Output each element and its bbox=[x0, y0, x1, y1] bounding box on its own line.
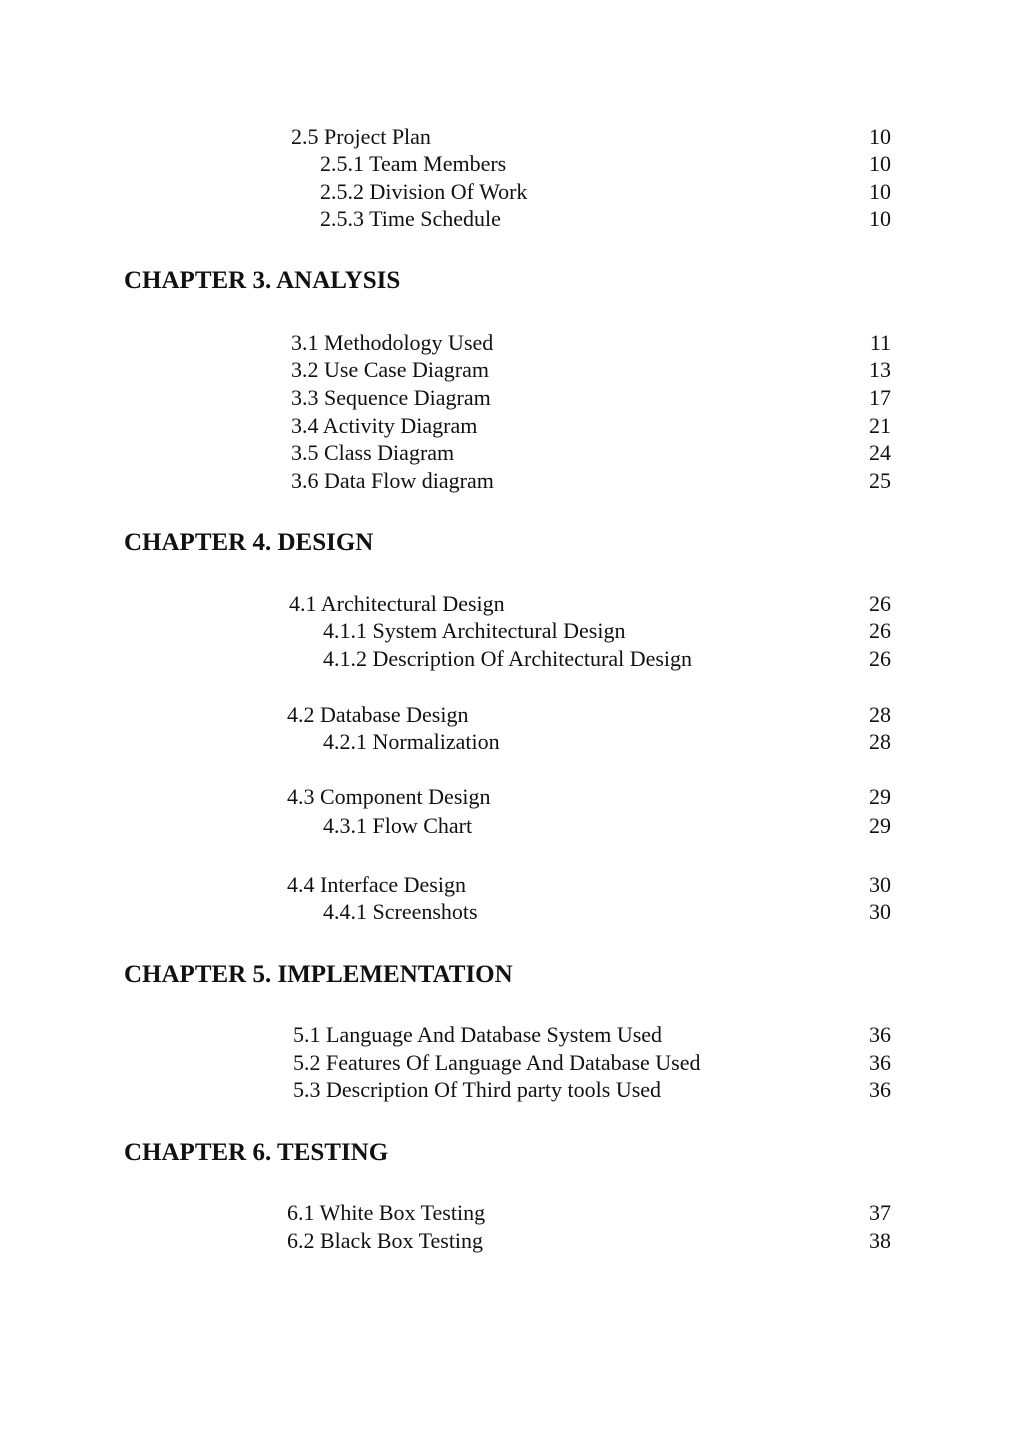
chapter-heading: CHAPTER 4. DESIGN bbox=[124, 529, 374, 556]
toc-entry-page: 11 bbox=[869, 330, 891, 355]
toc-entry-page: 36 bbox=[869, 1022, 891, 1047]
toc-entry-label: 4.3 Component Design bbox=[287, 784, 491, 809]
toc-entry-label: 5.3 Description Of Third party tools Used bbox=[293, 1077, 662, 1102]
chapter-heading: CHAPTER 5. IMPLEMENTATION bbox=[124, 961, 513, 988]
toc-entry-page: 24 bbox=[869, 440, 891, 465]
toc-entry-page: 13 bbox=[869, 357, 891, 382]
toc-entry-page: 26 bbox=[869, 591, 891, 616]
toc-entry-page: 30 bbox=[869, 872, 891, 897]
toc-entry-page: 10 bbox=[869, 151, 891, 176]
toc-entry-page: 38 bbox=[869, 1228, 891, 1253]
toc-entry-label: 4.4 Interface Design bbox=[287, 872, 466, 897]
toc-entry-label: 4.1.1 System Architectural Design bbox=[323, 618, 626, 643]
toc-entry-label: 2.5.1 Team Members bbox=[320, 151, 507, 176]
toc-entry-page: 36 bbox=[869, 1077, 891, 1102]
toc-entry-label: 3.6 Data Flow diagram bbox=[291, 468, 494, 493]
toc-entry-page: 26 bbox=[869, 618, 891, 643]
toc-entry-page: 29 bbox=[869, 784, 891, 809]
chapter-heading: CHAPTER 3. ANALYSIS bbox=[124, 267, 401, 294]
toc-entry-label: 2.5 Project Plan bbox=[291, 124, 431, 149]
toc-entry-label: 4.1.2 Description Of Architectural Design bbox=[323, 646, 693, 671]
toc-entry-label: 5.2 Features Of Language And Database Used bbox=[293, 1050, 701, 1075]
toc-entry-label: 4.4.1 Screenshots bbox=[323, 899, 478, 924]
toc-entry-page: 26 bbox=[869, 646, 891, 671]
toc-entry-page: 37 bbox=[869, 1200, 891, 1225]
toc-entry-label: 6.1 White Box Testing bbox=[287, 1200, 486, 1225]
toc-entry-label: 2.5.3 Time Schedule bbox=[320, 206, 501, 231]
toc-entry-label: 6.2 Black Box Testing bbox=[287, 1228, 484, 1253]
toc-entry-label: 2.5.2 Division Of Work bbox=[320, 179, 528, 204]
toc-entry-page: 25 bbox=[869, 468, 891, 493]
toc-entry-label: 3.2 Use Case Diagram bbox=[291, 357, 489, 382]
toc-entry-page: 10 bbox=[869, 124, 891, 149]
toc-entry-page: 10 bbox=[869, 206, 891, 231]
chapter-heading: CHAPTER 6. TESTING bbox=[124, 1139, 389, 1166]
toc-entry-page: 17 bbox=[869, 385, 891, 410]
toc-entry-label: 3.1 Methodology Used bbox=[291, 330, 494, 355]
toc-entry-page: 29 bbox=[869, 813, 891, 838]
toc-entry-page: 21 bbox=[869, 413, 891, 438]
toc-entry-page: 30 bbox=[869, 899, 891, 924]
toc-entry-label: 4.2 Database Design bbox=[287, 702, 469, 727]
toc-entry-page: 28 bbox=[869, 702, 891, 727]
toc-entry-label: 5.1 Language And Database System Used bbox=[293, 1022, 663, 1047]
toc-entry-label: 3.4 Activity Diagram bbox=[291, 413, 478, 438]
toc-entry-label: 3.5 Class Diagram bbox=[291, 440, 455, 465]
toc-entry-label: 4.2.1 Normalization bbox=[323, 729, 500, 754]
toc-entry-page: 10 bbox=[869, 179, 891, 204]
toc-entry-page: 28 bbox=[869, 729, 891, 754]
toc-entry-page: 36 bbox=[869, 1050, 891, 1075]
toc-entry-label: 4.1 Architectural Design bbox=[289, 591, 505, 616]
toc-entry-label: 4.3.1 Flow Chart bbox=[323, 813, 473, 838]
toc-entry-label: 3.3 Sequence Diagram bbox=[291, 385, 491, 410]
